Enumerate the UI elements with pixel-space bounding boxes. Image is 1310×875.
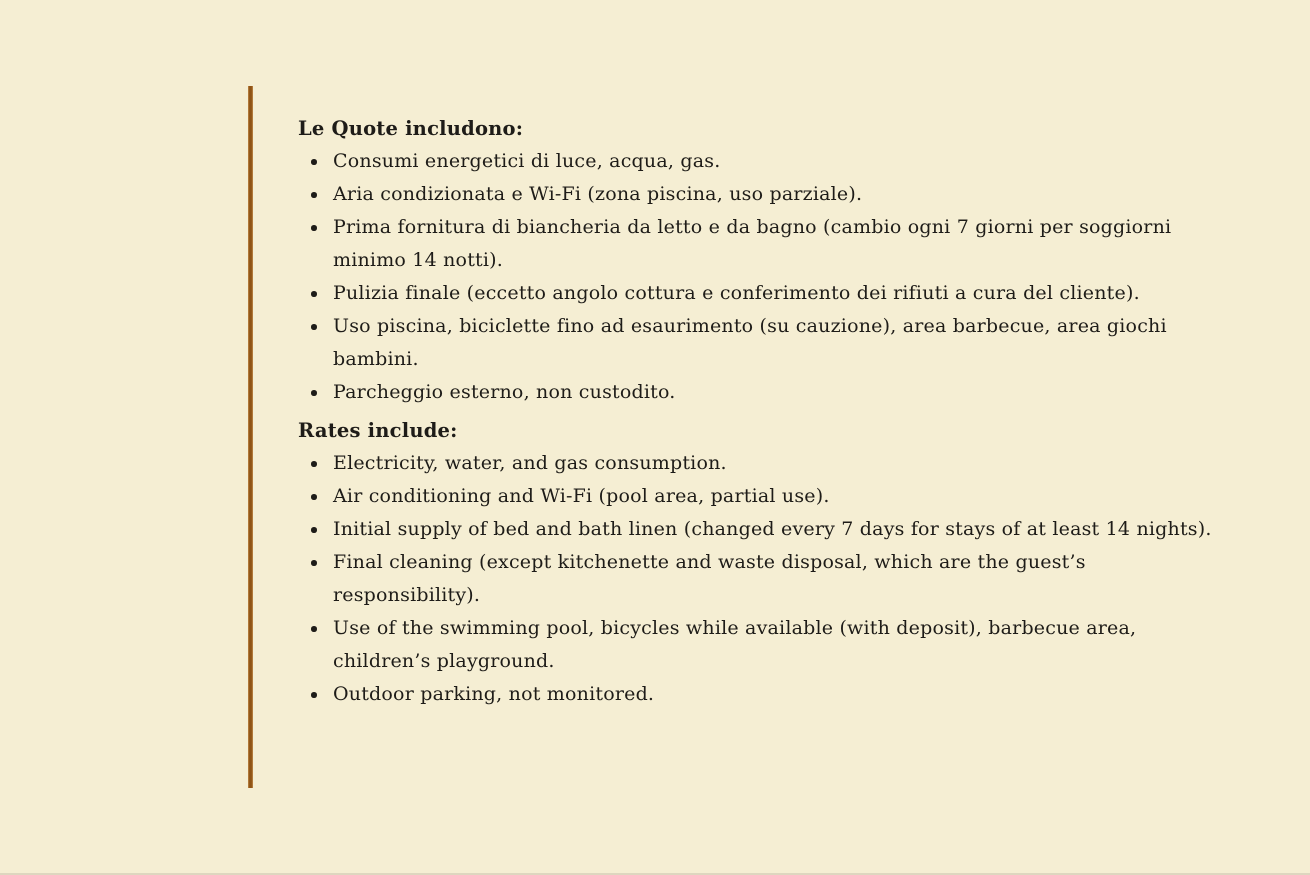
bullet-dot-icon [311, 461, 317, 467]
list-item-text: Parcheggio esterno, non custodito. [333, 381, 676, 403]
list-item [298, 145, 1230, 178]
list-item-text: Uso piscina, biciclette fino ad esaurimento (su cauzione), area barbecue, area giochi bambini. [333, 315, 1167, 370]
list-item-text: Prima fornitura di biancheria da letto e da bagno (cambio ogni 7 giorni per soggiorni minimo 14 notti). [333, 216, 1172, 271]
list-item [298, 178, 1230, 211]
bullet-dot-icon [311, 527, 317, 533]
list-item [298, 447, 1230, 480]
list-item-text: Air conditioning and Wi-Fi (pool area, partial use). [333, 485, 830, 507]
bullet-dot-icon [311, 390, 317, 396]
list-item-text: Aria condizionata e Wi-Fi (zona piscina, uso parziale). [333, 183, 863, 205]
bullet-dot-icon [311, 159, 317, 165]
bullet-dot-icon [311, 225, 317, 231]
list-item-text: Pulizia finale (eccetto angolo cottura e conferimento dei rifiuti a cura del cliente). [333, 282, 1140, 304]
content-block [298, 112, 1230, 711]
list-item [298, 480, 1230, 513]
list-item-text: Outdoor parking, not monitored. [333, 683, 655, 705]
list-item-text: Final cleaning (except kitchenette and waste disposal, which are the guest’s responsibility). [333, 551, 1086, 606]
bullet-list [298, 447, 1230, 711]
list-item [298, 277, 1230, 310]
list-item-text: Electricity, water, and gas consumption. [333, 452, 727, 474]
bullet-dot-icon [311, 692, 317, 698]
bullet-dot-icon [311, 324, 317, 330]
bullet-list [298, 145, 1230, 409]
list-item-text: Initial supply of bed and bath linen (changed every 7 days for stays of at least 14 nights). [333, 518, 1212, 540]
list-item [298, 678, 1230, 711]
list-item-text: Use of the swimming pool, bicycles while available (with deposit), barbecue area, children’s playground. [333, 617, 1137, 672]
bullet-dot-icon [311, 494, 317, 500]
bullet-dot-icon [311, 560, 317, 566]
list-item [298, 211, 1230, 277]
bullet-dot-icon [311, 626, 317, 632]
bullet-dot-icon [311, 192, 317, 198]
section-heading: Le Quote includono: [298, 117, 524, 140]
section-heading: Rates include: [298, 419, 458, 442]
bullet-dot-icon [311, 291, 317, 297]
accent-bar [248, 86, 253, 788]
list-item [298, 546, 1230, 612]
list-item [298, 376, 1230, 409]
list-item [298, 310, 1230, 376]
list-item-text: Consumi energetici di luce, acqua, gas. [333, 150, 721, 172]
list-item [298, 612, 1230, 678]
list-item [298, 513, 1230, 546]
